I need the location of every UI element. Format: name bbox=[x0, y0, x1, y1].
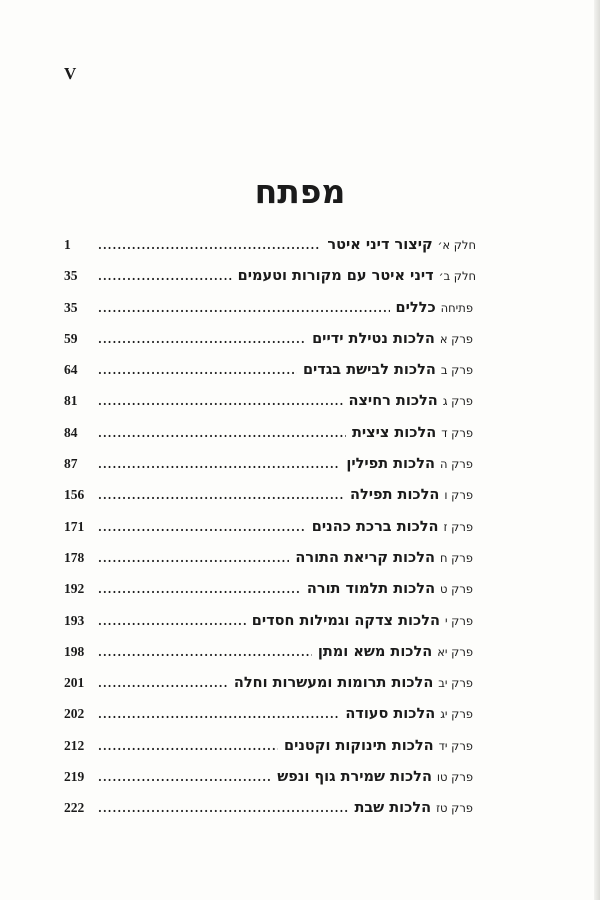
toc-leader bbox=[98, 489, 344, 502]
toc-entry[interactable] bbox=[64, 487, 476, 518]
toc-entry[interactable] bbox=[64, 706, 476, 737]
toc-page-number: 64 bbox=[64, 362, 78, 378]
toc-page-number: 59 bbox=[64, 330, 78, 346]
toc-leader bbox=[98, 552, 289, 565]
toc-entry[interactable] bbox=[64, 550, 476, 581]
toc-page-number: 35 bbox=[64, 268, 78, 284]
toc-title: הלכות תינוקות וקטנים bbox=[284, 737, 434, 754]
toc-entry[interactable] bbox=[64, 644, 476, 675]
toc-label: חלק ב׳ bbox=[438, 269, 476, 284]
toc-page-number: 201 bbox=[64, 675, 85, 691]
toc-label: פרק ב bbox=[440, 363, 473, 378]
toc-leader bbox=[98, 740, 278, 753]
toc-title: הלכות קריאת התורה bbox=[295, 549, 435, 566]
toc-title: כללים bbox=[395, 299, 436, 316]
toc-entry[interactable] bbox=[64, 425, 476, 456]
toc-label: פרק יג bbox=[440, 707, 473, 722]
toc-title: הלכות תלמוד תורה bbox=[306, 581, 436, 598]
toc-label: פרק יא bbox=[437, 644, 473, 659]
toc-title: קיצור דיני איטר bbox=[327, 237, 433, 253]
toc-label: פרק א bbox=[439, 331, 473, 346]
toc-leader bbox=[98, 239, 321, 252]
toc-page-number: 87 bbox=[64, 456, 78, 472]
toc-page-number: 202 bbox=[64, 706, 85, 722]
toc-title: דיני איטר עם מקורות וטעמים bbox=[237, 268, 434, 285]
toc-leader bbox=[98, 583, 301, 596]
toc-entry[interactable] bbox=[64, 769, 476, 800]
toc-leader bbox=[98, 771, 271, 784]
toc-title: הלכות תפילין bbox=[346, 456, 435, 473]
toc-entry[interactable] bbox=[64, 519, 476, 550]
toc-label: פרק ג bbox=[442, 394, 473, 409]
toc-leader bbox=[98, 615, 246, 628]
toc-page-number: 192 bbox=[64, 581, 85, 597]
toc-entry[interactable] bbox=[64, 268, 476, 299]
toc-page-number: 219 bbox=[64, 769, 85, 785]
toc-label: פרק ז bbox=[443, 519, 473, 534]
toc-page-number: 193 bbox=[64, 612, 85, 628]
toc-label: פרק יב bbox=[438, 676, 473, 691]
page-folio: V bbox=[64, 64, 77, 83]
toc-page-number: 1 bbox=[64, 237, 71, 252]
toc-page-number: 171 bbox=[64, 518, 85, 534]
toc-page-number: 178 bbox=[64, 549, 85, 565]
toc-label: פרק טז bbox=[436, 801, 473, 816]
toc-leader bbox=[98, 333, 306, 346]
toc-label: פתיחה bbox=[440, 300, 473, 315]
toc-label: חלק א׳ bbox=[437, 238, 476, 252]
toc-page-number: 222 bbox=[64, 800, 85, 816]
toc-title: הלכות תפילה bbox=[350, 487, 440, 504]
toc-entry[interactable] bbox=[64, 300, 476, 331]
toc-leader bbox=[98, 458, 340, 471]
toc-page-number: 198 bbox=[64, 643, 85, 659]
toc-entry[interactable] bbox=[64, 393, 476, 424]
toc-title: הלכות נטילת ידיים bbox=[312, 330, 435, 347]
toc-title: הלכות לבישת בגדים bbox=[302, 362, 436, 379]
toc-leader bbox=[98, 395, 343, 408]
toc-title: הלכות ציצית bbox=[351, 424, 437, 441]
toc-title: הלכות משא ומתן bbox=[317, 643, 433, 660]
toc-leader bbox=[98, 677, 228, 690]
toc-page-number: 81 bbox=[64, 393, 78, 409]
page-title: מפתח bbox=[254, 172, 346, 211]
toc-title: הלכות ברכת כהנים bbox=[311, 518, 439, 535]
toc-label: פרק ח bbox=[439, 550, 473, 565]
toc-title: הלכות שמירת גוף ונפש bbox=[277, 769, 432, 786]
toc-page-number: 35 bbox=[64, 299, 78, 315]
toc-page-number: 212 bbox=[64, 737, 85, 753]
toc-entry[interactable] bbox=[64, 237, 476, 268]
toc-entry[interactable] bbox=[64, 581, 476, 612]
toc-title: הלכות תרומות ומעשרות וחלה bbox=[233, 675, 434, 692]
toc-entry[interactable] bbox=[64, 331, 476, 362]
toc-entry[interactable] bbox=[64, 613, 476, 644]
toc-entry[interactable] bbox=[64, 675, 476, 706]
toc-title: הלכות רחיצה bbox=[348, 393, 438, 410]
toc-leader bbox=[98, 802, 348, 815]
toc-leader bbox=[98, 708, 339, 721]
page-edge bbox=[594, 0, 600, 900]
toc-title: הלכות שבת bbox=[354, 800, 432, 817]
toc-title: הלכות סעודה bbox=[345, 706, 436, 723]
toc-label: פרק טו bbox=[436, 770, 473, 785]
toc-leader bbox=[98, 427, 346, 440]
toc-label: פרק ה bbox=[439, 457, 473, 472]
toc-entry[interactable] bbox=[64, 456, 476, 487]
toc-entry[interactable] bbox=[64, 738, 476, 769]
toc-page-number: 84 bbox=[64, 424, 78, 440]
toc-label: פרק ט bbox=[440, 582, 473, 597]
toc-leader bbox=[98, 364, 297, 377]
toc-leader bbox=[98, 646, 312, 659]
toc-title: הלכות צדקה וגמילות חסדים bbox=[251, 612, 440, 629]
toc-label: פרק ד bbox=[441, 425, 473, 440]
toc-entry[interactable] bbox=[64, 362, 476, 393]
toc-leader bbox=[98, 302, 390, 315]
toc-leader bbox=[98, 270, 232, 283]
toc-entry[interactable] bbox=[64, 800, 476, 831]
toc-label: פרק י bbox=[444, 613, 473, 628]
toc-page-number: 156 bbox=[64, 487, 85, 503]
toc-leader bbox=[98, 521, 306, 534]
toc-label: פרק ו bbox=[444, 488, 473, 503]
toc-label: פרק יד bbox=[438, 738, 473, 753]
table-of-contents bbox=[64, 237, 476, 832]
